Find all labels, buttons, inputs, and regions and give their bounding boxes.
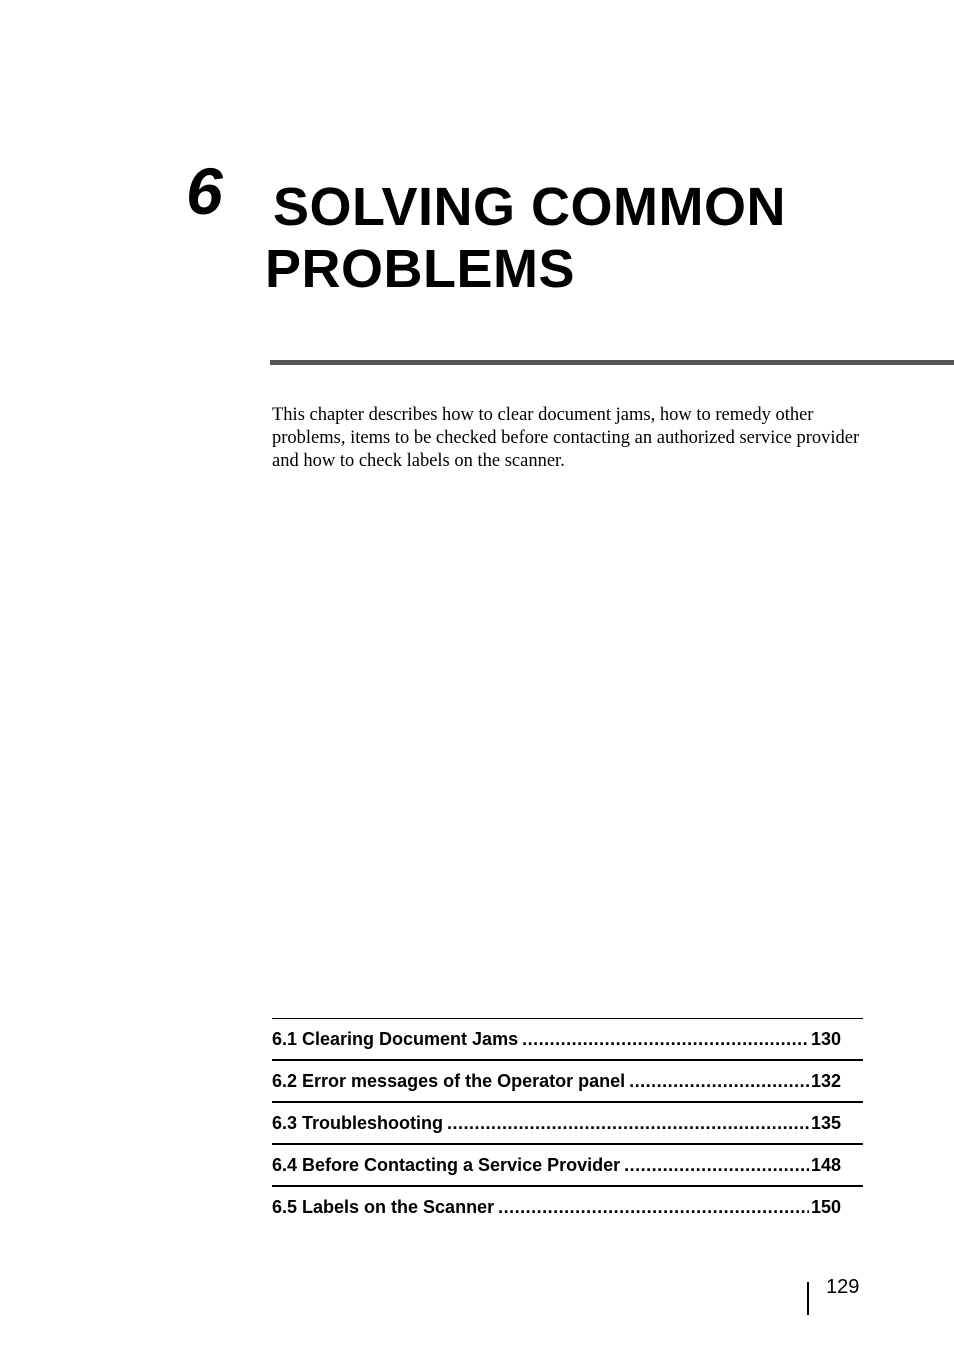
title-divider [270, 360, 954, 365]
toc-leader-dots [498, 1197, 809, 1218]
page-number: 129 [826, 1276, 860, 1298]
chapter-intro: This chapter describes how to clear document jams, how to remedy other problems, items to be checked before contacting an authorized service provider and how to check labels on the scanner. [272, 405, 860, 471]
toc-item-6-1[interactable] [272, 1019, 863, 1061]
toc-item-page: 148 [810, 1154, 841, 1175]
toc-item-6-4[interactable] [272, 1145, 863, 1187]
table-of-contents [272, 1018, 863, 1227]
toc-item-page: 135 [810, 1112, 841, 1133]
toc-item-page: 150 [810, 1196, 841, 1217]
chapter-number: 6 [186, 154, 223, 228]
toc-leader-dots [629, 1071, 809, 1092]
toc-item-page: 130 [810, 1028, 841, 1049]
toc-leader-dots [624, 1155, 809, 1176]
chapter-title [265, 176, 786, 300]
toc-item-label: 6.2 Error messages of the Operator panel [272, 1070, 626, 1091]
toc-leader-dots [447, 1113, 809, 1134]
toc-item-label: 6.4 Before Contacting a Service Provider [272, 1154, 621, 1175]
toc-item-6-3[interactable] [272, 1103, 863, 1145]
chapter-title-line-2: PROBLEMS [265, 239, 576, 299]
toc-item-label: 6.3 Troubleshooting [272, 1112, 444, 1133]
toc-item-label: 6.5 Labels on the Scanner [272, 1196, 495, 1217]
toc-leader-dots [522, 1029, 809, 1050]
toc-item-6-5[interactable] [272, 1187, 863, 1227]
toc-item-page: 132 [810, 1070, 841, 1091]
toc-item-6-2[interactable] [272, 1061, 863, 1103]
page-number-bar [807, 1282, 809, 1315]
chapter-title-line-1: SOLVING COMMON [273, 177, 786, 237]
toc-item-label: 6.1 Clearing Document Jams [272, 1028, 519, 1049]
